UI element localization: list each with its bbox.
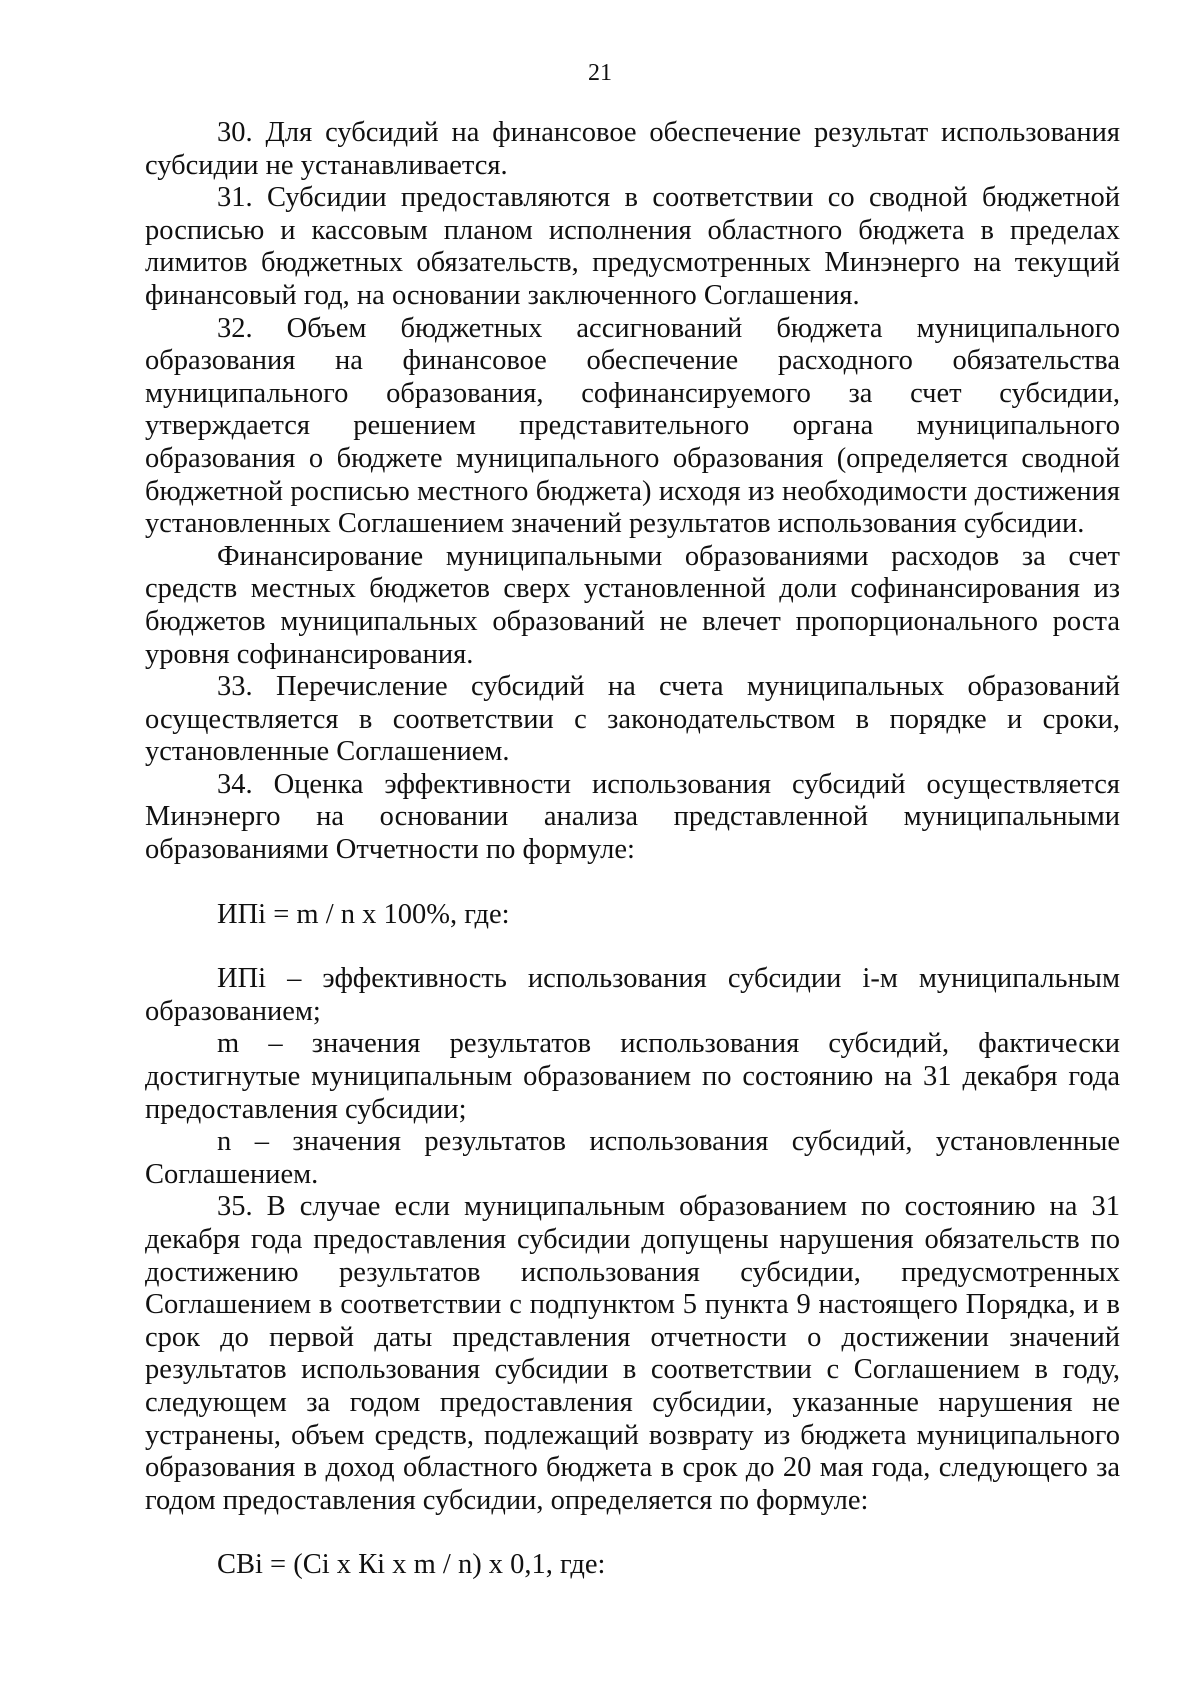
definition-n: n – значения результатов использования субсидий, установленные Соглашением. <box>145 1126 1120 1190</box>
paragraph-35: 35. В случае если муниципальным образованием по состоянию на 31 декабря года предоставления субсидии допущены нарушения обязательств по достижению результатов использования субсидии, предусмотренных Соглашением в соответствии с подпунктом 5 пункта 9 настоящего Порядка, и в срок до первой даты представления отчетности о достижении значений результатов использования субсидии в соответствии с Соглашением в году, следующем за годом предоставления субсидии, указанные нарушения не устранены, объем средств, подлежащий возврату из бюджета муниципального образования в доход областного бюджета в срок до 20 мая года, следующего за годом предоставления субсидии, определяется по формуле: <box>145 1191 1120 1516</box>
paragraph-33: 33. Перечисление субсидий на счета муниципальных образований осуществляется в соответствии с законодательством в порядке и сроки, установленные Соглашением. <box>145 671 1120 768</box>
paragraph-32: 32. Объем бюджетных ассигнований бюджета муниципального образования на финансовое обеспечение расходного обязательства муниципального образования, софинансируемого за счет субсидии, утверждается решением представительного органа муниципального образования о бюджете муниципального образования (определяется сводной бюджетной росписью местного бюджета) исходя из необходимости достижения установленных Соглашением значений результатов использования субсидии. <box>145 312 1120 540</box>
page-number: 21 <box>588 60 612 86</box>
formula-efficiency: ИПi = m / n x 100%, где: <box>217 898 510 930</box>
definition-ipi: ИПi – эффективность использования субсидии i-м муниципальным образованием; <box>145 963 1120 1027</box>
paragraph-32-financing: Финансирование муниципальными образованиями расходов за счет средств местных бюджетов сверх установленной доли софинансирования из бюджетов муниципальных образований не влечет пропорционального роста уровня софинансирования. <box>145 540 1120 670</box>
paragraph-31: 31. Субсидии предоставляются в соответствии со сводной бюджетной росписью и кассовым планом исполнения областного бюджета в пределах лимитов бюджетных обязательств, предусмотренных Минэнерго на текущий финансовый год, на основании заключенного Соглашения. <box>145 182 1120 311</box>
formula-return: СВi = (Сi x Кi x m / n) x 0,1, где: <box>217 1549 606 1581</box>
definition-m: m – значения результатов использования субсидий, фактически достигнутые муниципальным образованием по состоянию на 31 декабря года предоставления субсидии; <box>145 1028 1120 1125</box>
document-body <box>145 117 1120 1582</box>
paragraph-30: 30. Для субсидий на финансовое обеспечение результат использования субсидии не устанавливается. <box>145 117 1120 181</box>
paragraph-34: 34. Оценка эффективности использования субсидий осуществляется Минэнерго на основании анализа представленной муниципальными образованиями Отчетности по формуле: <box>145 768 1120 866</box>
